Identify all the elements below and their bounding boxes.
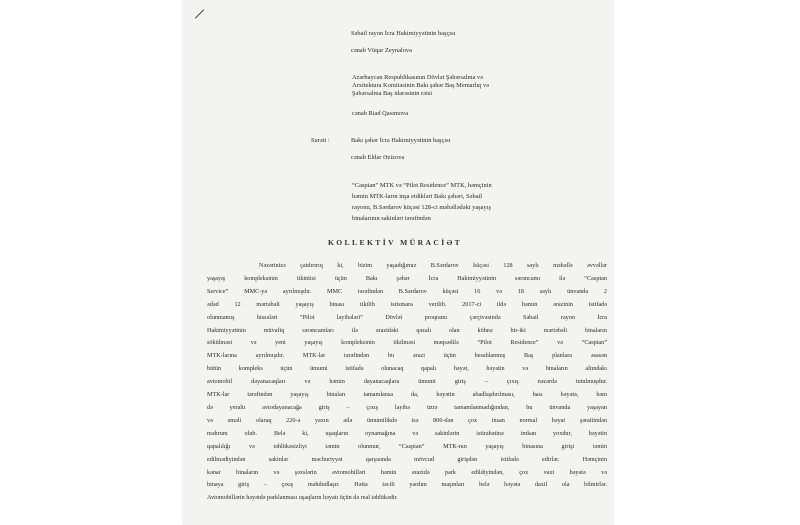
recipient-1-name: cənab Vüqar Zeynalova [351,47,412,54]
body-line: qapalılığı və təhlükəsizliyi təmin olunmur, “Caspian” MTK-nın yaşayış binasına girişi təmin [207,442,607,450]
body-line: Service” MMC-yə ayrılmışdır. MMC tərəfindən B.Sərdarov küçəsi 16 və 18 saylı ünvanda 2 [207,287,607,295]
body-line: MTK-lar tərəfindən yaşayış binaları tamamlansa da, həyətin abadlaşdırılması, hası həyətə, həm [207,391,607,399]
body-line: məhrum olub. Belə ki, uşaqların oynamağına və sakinlərin istirahətinə imkan yoxdur, həyətin [207,429,607,437]
recipient-2-line-3: Şəhərsalma Baş idarəsinin rəisi [352,90,433,97]
body-line: MTK-larına ayrılmışdır. MTK-lar tərəfindən bu ərazi üçün hesablanmış Baş planlara əsasən [207,352,607,360]
sender-line-1: “Caspian” MTK və “Pilot Residence” MTK, həmçinin [352,182,492,189]
body-line: edilmədiyindən sakinlər məcburiyyət qarşısında mövcud girişdən istifadə edirlər. Həmçinin [207,455,607,463]
document-title: KOLLEKTİV MÜRACİƏT [327,238,463,247]
body-line: binaya giriş – çıxış məhdudlaşır. Hətta təcili yardım maşınları belə həyətə daxil ola bilmirlər. [207,481,607,489]
body-line: ədəd 12 mərtəbəli yaşayış binası tikilib istismara verilib. 2017-ci ildə həmin ərazinin istifadə [207,300,607,308]
recipient-2-line-2: Arxitektura Komitəsinin Bakı şəhər Baş Memarlıq və [352,82,490,89]
appeal-body [207,260,607,505]
recipient-1-position: Səbail rayon İcra Hakimiyyətinin başçısı [351,30,456,37]
body-line: olunmamış hissələri “Pilot layihələri” Dövlət proqramı çərçivəsində Səbail rayon İcra [207,313,607,321]
sender-line-4: binalarının sakinləri tərəfindən [352,215,431,222]
document-page [183,0,613,525]
body-line: yaşayış kompleksinin tikintisi üçün Bakı şəhər İcra Hakimiyyətinin sərəncamı ilə “Caspian [207,274,607,282]
body-line: kənar binaların və şəxslərin avtomobilləri həmin ərazidə park edildiyindən, çox vaxt həyətə və [207,468,607,476]
copy-label: Surəti : [311,137,330,144]
body-line: sökülməsi və yeni yaşayış kompleksinin tikilməsi məqsədilə “Pilot Residence” və “Caspian” [207,339,607,347]
sender-line-2: həmin MTK-ların inşa etdikləri Bakı şəhəri, Səbail [352,193,483,200]
pen-mark [195,9,204,18]
body-line: də yeraltı avtodayanacağa giriş – çıxış layihə üzrə tamamlanmadığından, bu ünvanda yaşayan [207,403,607,411]
body-line: Avtomobillərin həyətdə parklanması uşaqların həyatı üçün də real təhlükədir. [207,494,398,502]
recipient-3-name: cənab Eldar Əzizova [351,154,405,161]
recipient-2-name: cənab Riad Qasımova [352,110,409,117]
sender-line-3: rayonu, B.Sərdarov küçəsi 128-ci məhəllədəki yaşayış [352,204,491,211]
body-line: bütün kompleks üçün ümumi istifadə olunacaq qapalı həyət, həyətin və binaların altındakı [207,365,607,373]
body-line: və əməli olaraq 220-ə yaxın ailə ümumilikdə isə 800-dən çox insan normal həyat şəraitindən [207,416,607,424]
recipient-2-line-1: Azərbaycan Respublikasının Dövlət Şəhərsalma və [352,74,483,81]
recipient-3-position: Bakı şəhər İcra Hakimiyyətinin başçısı [351,137,451,144]
body-line: Nəzərinizə çatdırırıq ki, bizim yaşadığımız B.Sərdarov küçəsi 128 saylı məhəllə əvvəllər [259,262,607,269]
body-line: avtomobil dayanacaqları və həmin dayanacaqlara ümumi giriş – çıxış nəzərdə tutulmuşdur. [207,378,607,386]
body-line: Hakimiyyətinin müvafiq sərəncamları ilə ərazidəki qəzalı olan köhnə bir-iki mərtəbəli binaların [207,326,607,334]
